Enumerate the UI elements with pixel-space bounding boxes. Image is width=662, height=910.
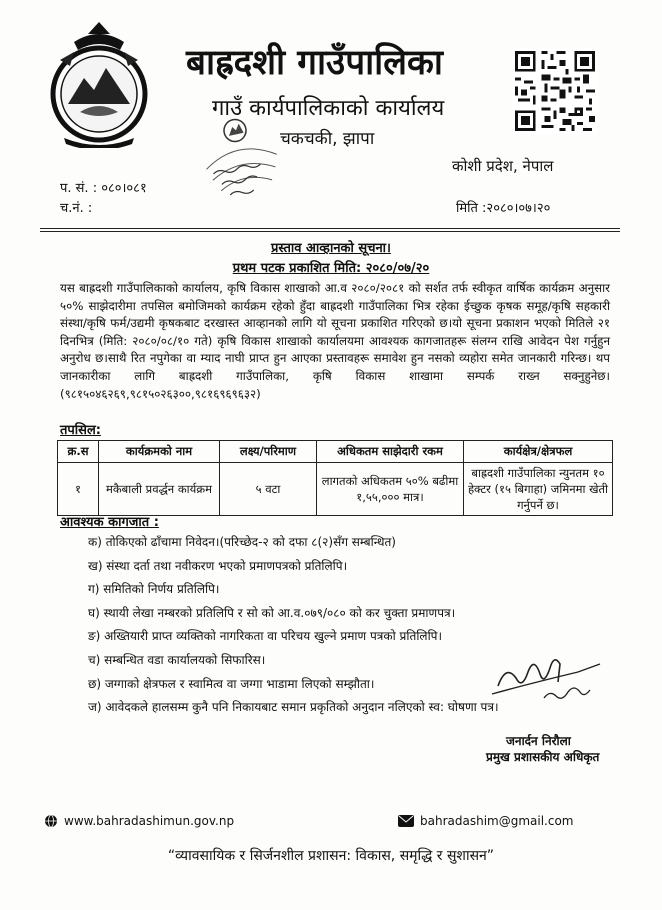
slogan: “व्यावसायिक र सिर्जनशील प्रशासन: विकास, समृद्धि र सुशासन” [167, 848, 495, 864]
list-item: छ) जग्गाको क्षेत्रफल र स्वामित्व वा जग्गा भाडामा लिएको सम्झौता। [88, 676, 375, 691]
email-line [398, 814, 574, 828]
email-link[interactable]: bahradashim@gmail.com [420, 814, 574, 828]
list-item: घ) स्थायी लेखा नम्बरको प्रतिलिपि र सो को आ.व.०७९/०८० को कर चुक्ता प्रमाणपत्र। [88, 605, 456, 620]
details-heading: तपसिल: [60, 423, 101, 438]
qr-code-icon [512, 48, 598, 134]
nepal-emblem-icon [40, 20, 158, 148]
table-cell: लागतको अधिकतम ५०% बढीमा १,५५,००० मात्र। [317, 463, 464, 516]
header-divider [40, 228, 620, 229]
header-divider-thin [40, 231, 620, 232]
org-title: बाह्रदशी गाउँपालिका [186, 43, 443, 83]
column-header: कार्यक्षेत्र/क्षेत्रफल [464, 441, 613, 463]
table-row [58, 463, 613, 516]
publish-date: प्रथम पटक प्रकाशित मिति: २०८०/०७/२० [232, 261, 430, 276]
office-place: चकचकी, झापा [280, 129, 375, 149]
table-cell: १ [58, 463, 99, 516]
signatory-title: प्रमुख प्रशासकीय अधिकृत [486, 750, 600, 764]
program-table [57, 440, 613, 516]
list-item: क) तोकिएको ढाँचामा निवेदन।(परिच्छेद-२ को दफा ८(२)सँग सम्बन्धित) [88, 535, 396, 549]
table-header-row [58, 441, 613, 463]
list-item: ग) समितिको निर्णय प्रतिलिपि। [88, 582, 220, 597]
globe-icon [44, 814, 58, 828]
table-cell: बाह्रदशी गाउँपालिका न्युनतम १० हेक्टर (१५ बिगाहा) जमिनमा खेती गर्नुपर्ने छ। [464, 463, 613, 516]
list-item: च) सम्बन्धित वडा कार्यालयको सिफारिस। [88, 652, 266, 667]
list-item: ख) संस्था दर्ता तथा नवीकरण भएको प्रमाणपत्रको प्रतिलिपि। [88, 558, 348, 573]
website-link[interactable]: www.bahradashimun.gov.np [64, 814, 235, 828]
list-item: ज) आवेदकले हालसम्म कुनै पनि निकायबाट समान प्रकृतिको अनुदान नलिएको स्व: घोषणा पत्र। [88, 700, 499, 715]
dispatch-number: च.नं. : [60, 201, 93, 216]
list-item: ङ) अख्तियारी प्राप्त व्यक्तिको नागरिकता वा परिचय खुल्ने प्रमाण पत्रको प्रतिलिपि। [88, 629, 443, 644]
notice-title: प्रस्ताव आव्हानको सूचना। [271, 241, 391, 256]
mail-icon [398, 815, 414, 827]
reference-number: प. सं. : ०८०।०८१ [60, 181, 147, 196]
column-header: अधिकतम साझेदारी रकम [317, 441, 464, 463]
province-name: कोशी प्रदेश, नेपाल [452, 157, 554, 175]
column-header: लक्ष्य/परिमाण [220, 441, 317, 463]
notice-body: यस बाह्रदशी गाउँपालिकाको कार्यालय, कृषि विकास शाखाको आ.व २०८०/२०८१ को सर्शत तर्फ स्वीकृत वार्षिक कार्यक्रम अनुसार ५०% साझेदारीमा तपसिल बमोजिमको कार्यक्रम रहेको हुँदा बाह्रदशी गाउँपालिका भित्र रहेका ईच्छुक कृषक समूह/कृषि सहकारी संस्था/कृषि फर्म/उद्यमी कृषकबाट दरखास्त आव्हानको लागि यो सूचना प्रकाशित गरिएको छ।यो सूचना प्रकाशन भएको मितिले २१ दिनभित्र (मिति: २०८०/०८/१० गते) कृषि विकास शाखाको कार्यालयमा आवश्यक कागजातहरू संलग्न राखि आवेदन पेश गर्नुहुन अनुरोध छ।साथै रित नपुगेका वा म्याद नाघी प्राप्त हुन आएका प्रस्तावहरू समावेश हुन नसको व्यहोरा समेत जानकारी गरिन्छ। थप जानकारीका लागि बाह्रदशी गाउँपालिका, कृषि विकास शाखामा सम्पर्क राख्न सक्नुहुनेछ। (९८१५०४६२६९,९८१५०२६३००,९८१६९६९६३२) [60, 281, 610, 401]
table-cell: ५ वटा [220, 463, 317, 516]
office-seal-stamp [190, 112, 290, 196]
column-header: कार्यक्रमको नाम [99, 441, 220, 463]
table-cell: मकैबाली प्रवर्द्धन कार्यक्रम [99, 463, 220, 516]
handwritten-signature [488, 634, 608, 714]
signatory-name: जनार्दन निरौला [506, 734, 571, 748]
website-line [44, 814, 234, 828]
column-header: क्र.स [58, 441, 99, 463]
issue-date: मिति :२०८०।०७।२० [456, 201, 551, 216]
office-name: गाउँ कार्यपालिकाको कार्यालय [212, 96, 445, 121]
documents-list [88, 532, 499, 721]
documents-heading: आवश्यक कागजात : [60, 515, 159, 530]
